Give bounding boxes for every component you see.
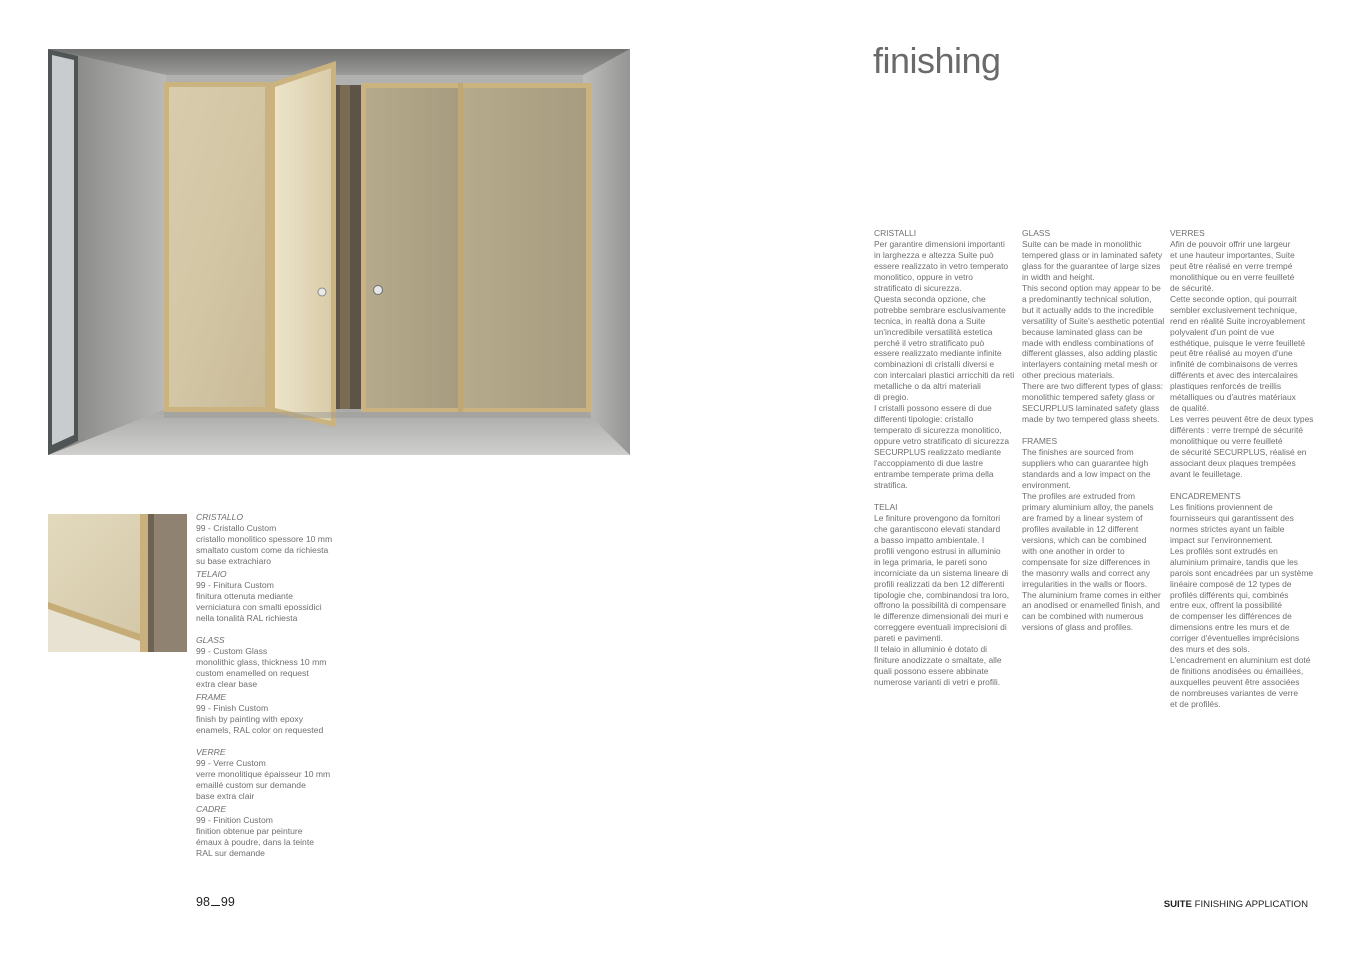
section-title: FRAMES <box>1022 436 1058 447</box>
body-text-line: de nombreuses variantes de verre <box>1170 688 1299 699</box>
page-numbers <box>196 895 235 909</box>
body-text-line: combinazioni di cristalli diversi e <box>874 359 995 370</box>
body-text-line: pareti e pavimenti. <box>874 633 943 644</box>
body-text-line: incorniciate da un sistema lineare di <box>874 567 1009 578</box>
body-text-line: made by two tempered glass sheets. <box>1022 414 1160 425</box>
body-text-line: made with endless combinations of <box>1022 337 1154 348</box>
caption-line: 99 - Verre Custom <box>196 758 266 768</box>
body-text-line: aluminium primaire, tandis que les <box>1170 556 1299 567</box>
body-text-line: Cette seconde option, qui pourrait <box>1170 293 1297 304</box>
caption-line: custom enamelled on request <box>196 668 309 678</box>
caption-line: 99 - Finish Custom <box>196 703 269 713</box>
body-text-line: metalliche o da altri materiali <box>874 381 981 392</box>
caption-telaio <box>196 569 346 624</box>
body-text-line: profili realizzati da ben 12 differenti <box>874 578 1005 589</box>
body-text-line: This second option may appear to be <box>1022 282 1161 293</box>
body-text-line: potrebbe sembrare esclusivamente <box>874 304 1006 315</box>
body-text-line: numerose varianti di vetri e profili. <box>874 677 1001 688</box>
text-section <box>1170 490 1314 710</box>
body-text-line: versions of glass and profiles. <box>1022 622 1134 633</box>
body-text-line: different glasses, also adding plastic <box>1022 348 1158 359</box>
body-text-line: stratificato di sicurezza. <box>874 282 962 293</box>
text-column-french <box>1170 228 1314 710</box>
body-text-line: che garantiscono elevati standard <box>874 523 1001 534</box>
body-text-line: in width and height. <box>1022 271 1095 282</box>
body-text-line: SECURPLUS realizzato mediante <box>874 447 1002 458</box>
body-text-line: Les profilés sont extrudés en <box>1170 545 1278 556</box>
body-text-line: associant deux plaques trempées <box>1170 458 1296 469</box>
body-text-line: The finishes are sourced from <box>1022 447 1134 458</box>
body-text-line: the masonry walls and correct any <box>1022 567 1151 578</box>
body-text-line: in lega primaria, le pareti sono <box>874 556 988 567</box>
page-number-left: 98 <box>196 895 210 909</box>
body-text-line: Suite can be made in monolithic <box>1022 238 1142 249</box>
body-text-line: profili vengono estrusi in alluminio <box>874 545 1001 556</box>
body-text-line: Les finitions proviennent de <box>1170 501 1273 512</box>
body-text-line: in larghezza e altezza Suite può <box>874 249 994 260</box>
body-text-line: There are two different types of glass: <box>1022 381 1164 392</box>
text-section <box>1022 228 1164 425</box>
page-number-right: 99 <box>220 895 235 909</box>
caption-cadre <box>196 804 346 859</box>
body-text-line: corriger d'éventuelles imprécisions <box>1170 633 1300 644</box>
caption-title: FRAME <box>196 692 227 702</box>
body-text-line: perché il vetro stratificato può <box>874 337 985 348</box>
body-text-line: correggere eventuali imprecisioni di <box>874 622 1007 633</box>
body-text-line: primary aluminium alloy, the panels <box>1022 501 1154 512</box>
body-text-line: monolithique ou en verre feuilleté <box>1170 271 1295 282</box>
body-text-line: SECURPLUS laminated safety glass <box>1022 403 1160 414</box>
caption-line: finish by painting with epoxy <box>196 714 304 724</box>
body-text-line: interlayers containing metal mesh or <box>1022 359 1158 370</box>
body-text-line: I cristalli possono essere di due <box>874 403 992 414</box>
caption-line: finition obtenue par peinture <box>196 826 303 836</box>
body-text-line: irregularities in the walls or floors. <box>1022 578 1148 589</box>
caption-title: VERRE <box>196 747 226 757</box>
section-title: GLASS <box>1022 228 1051 238</box>
text-column-english <box>1022 228 1164 633</box>
body-text-line: impact sur l'environnement. <box>1170 534 1273 545</box>
body-text-line: stratifica. <box>874 479 908 490</box>
body-text-line: finiture anodizzate o smaltate, alle <box>874 655 1002 666</box>
body-text-line: temperato di sicurezza monolitico, <box>874 425 1002 436</box>
caption-title: CADRE <box>196 804 227 814</box>
section-title: TELAI <box>874 501 898 512</box>
caption-line: smaltato custom come da richiesta <box>196 545 329 555</box>
body-text-line: standards and a low impact on the <box>1022 469 1151 480</box>
body-text-line: suppliers who can guarantee high <box>1022 458 1149 469</box>
body-text-line: glass for the guarantee of large sizes <box>1022 260 1161 271</box>
caption-line: nella tonalità RAL richiesta <box>196 613 298 623</box>
body-text-line: métalliques ou d'autres matériaux <box>1170 392 1296 403</box>
caption-line: verniciatura con smalti epossidici <box>196 602 322 612</box>
body-text-line: et une hauteur importantes, Suite <box>1170 249 1295 260</box>
body-text-line: linéaire composé de 12 types de <box>1170 578 1292 589</box>
body-text-line: esthétique, puisque le verre feuilleté <box>1170 337 1306 348</box>
caption-line: émaux à poudre, dans la teinte <box>196 837 315 847</box>
caption-title: CRISTALLO <box>196 512 244 522</box>
running-footer <box>1164 899 1308 910</box>
body-text-line: tipologie che, combinandosi tra loro, <box>874 589 1010 600</box>
body-text-line: de sécurité. <box>1170 282 1214 293</box>
body-text-line: parois sont encadrées par un système <box>1170 567 1314 578</box>
body-text-line: monolitico, oppure in vetro <box>874 271 973 282</box>
caption-line: cristallo monolitico spessore 10 mm <box>196 534 333 544</box>
caption-line: enamels, RAL color on requested <box>196 725 324 735</box>
body-text-line: entrambe temperate prima della <box>874 468 994 479</box>
body-text-line: Afin de pouvoir offrir une largeur <box>1170 238 1291 249</box>
body-text-line: versatility of Suite's aesthetic potential <box>1022 315 1165 326</box>
body-text-line: infinité de combinaisons de verres <box>1170 359 1298 370</box>
body-text-line: di pregio. <box>874 392 909 403</box>
body-text-line: sembler exclusivement technique, <box>1170 304 1298 315</box>
body-text-line: plastiques renforcés de treillis <box>1170 381 1282 392</box>
caption-glass <box>196 635 346 690</box>
body-text-line: peut être réalisé au moyen d'une <box>1170 348 1293 359</box>
body-text-line: et de profilés. <box>1170 699 1221 710</box>
body-text-line: The profiles are extruded from <box>1022 490 1136 501</box>
glass-door-scene-illustration <box>48 49 630 455</box>
body-text-line: fournisseurs qui garantissent des <box>1170 512 1294 523</box>
caption-line: 99 - Cristallo Custom <box>196 523 277 533</box>
body-text-line: Il telaio in alluminio è dotato di <box>874 644 988 655</box>
body-text-line: avant le feuilletage. <box>1170 468 1243 479</box>
caption-line: monolithic glass, thickness 10 mm <box>196 657 327 667</box>
body-text-line: rend en réalité Suite incroyablement <box>1170 315 1306 326</box>
body-text-line: an anodised or enamelled finish, and <box>1022 600 1160 611</box>
body-text-line: Le finiture provengono da fornitori <box>874 512 1001 523</box>
detail-photo <box>48 514 187 652</box>
body-text-line: le differenze dimensionali dei muri e <box>874 611 1009 622</box>
body-text-line: profilés différents qui, combinés <box>1170 589 1289 600</box>
caption-title: TELAIO <box>196 569 227 579</box>
body-text-line: quali possono essere abbinate <box>874 666 989 677</box>
body-text-line: oppure vetro stratificato di sicurezza <box>874 436 1010 447</box>
section-title: VERRES <box>1170 228 1205 238</box>
body-text-line: The aluminium frame comes in either <box>1022 589 1161 600</box>
body-text-line: environment. <box>1022 479 1071 490</box>
body-text-line: versions, which can be combined <box>1022 534 1147 545</box>
caption-line: verre monolitique épaisseur 10 mm <box>196 769 331 779</box>
body-text-line: Questa seconda opzione, che <box>874 293 986 304</box>
caption-line: 99 - Finition Custom <box>196 815 273 825</box>
section-title: ENCADREMENTS <box>1170 490 1241 501</box>
product-photo <box>48 49 630 455</box>
body-text-line: differenti tipologie: cristallo <box>874 414 974 425</box>
caption-verre <box>196 747 346 802</box>
body-text-line: de finitions anodisées ou émaillées, <box>1170 666 1304 677</box>
footer-brand-name: SUITE <box>1163 899 1192 910</box>
body-text-line: différents et avec des intercalaires <box>1170 370 1298 381</box>
text-column-italian <box>874 228 1016 688</box>
caption-line: emaillé custom sur demande <box>196 780 306 790</box>
body-text-line: différents : verre trempé de sécurité <box>1170 425 1304 436</box>
body-text-line: a basso impatto ambientale. I <box>874 534 985 545</box>
body-text-line: auxquelles peuvent être associées <box>1170 677 1300 688</box>
body-text-line: essere realizzato in vetro temperato <box>874 260 1009 271</box>
body-text-line: L'encadrement en aluminium est doté <box>1170 655 1311 666</box>
body-text-line: essere realizzato mediante infinite <box>874 348 1002 359</box>
body-text-line: de qualité. <box>1170 403 1209 414</box>
caption-line: base extra clair <box>196 791 255 801</box>
body-text-line: compensate for size differences in <box>1022 556 1150 567</box>
body-text-line: Per garantire dimensioni importanti <box>874 238 1005 249</box>
body-text-line: tempered glass or in laminated safety <box>1022 249 1163 260</box>
body-text-line: peut être réalisé en verre trempé <box>1170 260 1293 271</box>
body-text-line: other precious materials. <box>1022 370 1115 381</box>
body-text-line: l'accoppiamento di due lastre <box>874 458 984 469</box>
body-text-line: de sécurité SECURPLUS, réalisé en <box>1170 447 1307 458</box>
text-section <box>874 228 1016 491</box>
body-text-line: tecnica, in realtà dona a Suite <box>874 315 986 326</box>
caption-cristallo <box>196 512 346 567</box>
caption-line: extra clear base <box>196 679 258 689</box>
caption-line: RAL sur demande <box>196 848 265 858</box>
finish-captions <box>196 512 346 859</box>
footer-section-name: FINISHING APPLICATION <box>1194 899 1308 910</box>
body-text-line: monolithique ou verre feuilleté <box>1170 436 1283 447</box>
text-section <box>1022 436 1164 633</box>
page-title: finishing <box>873 40 1001 81</box>
caption-line: 99 - Finitura Custom <box>196 580 274 590</box>
caption-frame <box>196 692 346 736</box>
caption-line: su base extrachiaro <box>196 556 271 566</box>
text-section <box>1170 228 1314 480</box>
body-text-line: dimensions entre les murs et de <box>1170 622 1290 633</box>
body-text-line: con intercalari plastici arricchiti da reti <box>874 370 1015 381</box>
caption-line: finitura ottenuta mediante <box>196 591 293 601</box>
body-text-line: normes strictes ayant un faible <box>1170 523 1285 534</box>
body-text-line: de compenser les différences de <box>1170 611 1292 622</box>
body-text-line: un'incredibile versatilità estetica <box>874 326 993 337</box>
body-text-line: Les verres peuvent être de deux types <box>1170 414 1314 425</box>
body-text-line: are framed by a linear system of <box>1022 512 1143 523</box>
section-title: CRISTALLI <box>874 228 917 238</box>
body-text-line: polyvalent d'un point de vue <box>1170 326 1275 337</box>
body-text-line: entre eux, offrent la possibilité <box>1170 600 1282 611</box>
caption-title: GLASS <box>196 635 225 645</box>
frame-detail-illustration <box>48 514 187 652</box>
caption-line: 99 - Custom Glass <box>196 646 268 656</box>
body-text-line: because laminated glass can be <box>1022 326 1143 337</box>
body-text-line: with one another in order to <box>1022 545 1125 556</box>
page-number-separator <box>211 895 220 906</box>
body-text-line: des murs et des sols. <box>1170 644 1250 655</box>
body-text-line: can be combined with numerous <box>1022 611 1144 622</box>
body-text-line: offrono la possibilità di compensare <box>874 600 1007 611</box>
text-section <box>874 502 1016 688</box>
body-text-line: monolithic tempered safety glass or <box>1022 392 1155 403</box>
body-text-line: a predominantly technical solution, <box>1022 293 1152 304</box>
body-text-line: profiles available in 12 different <box>1022 523 1139 534</box>
body-text-line: but it actually adds to the incredible <box>1022 304 1154 315</box>
